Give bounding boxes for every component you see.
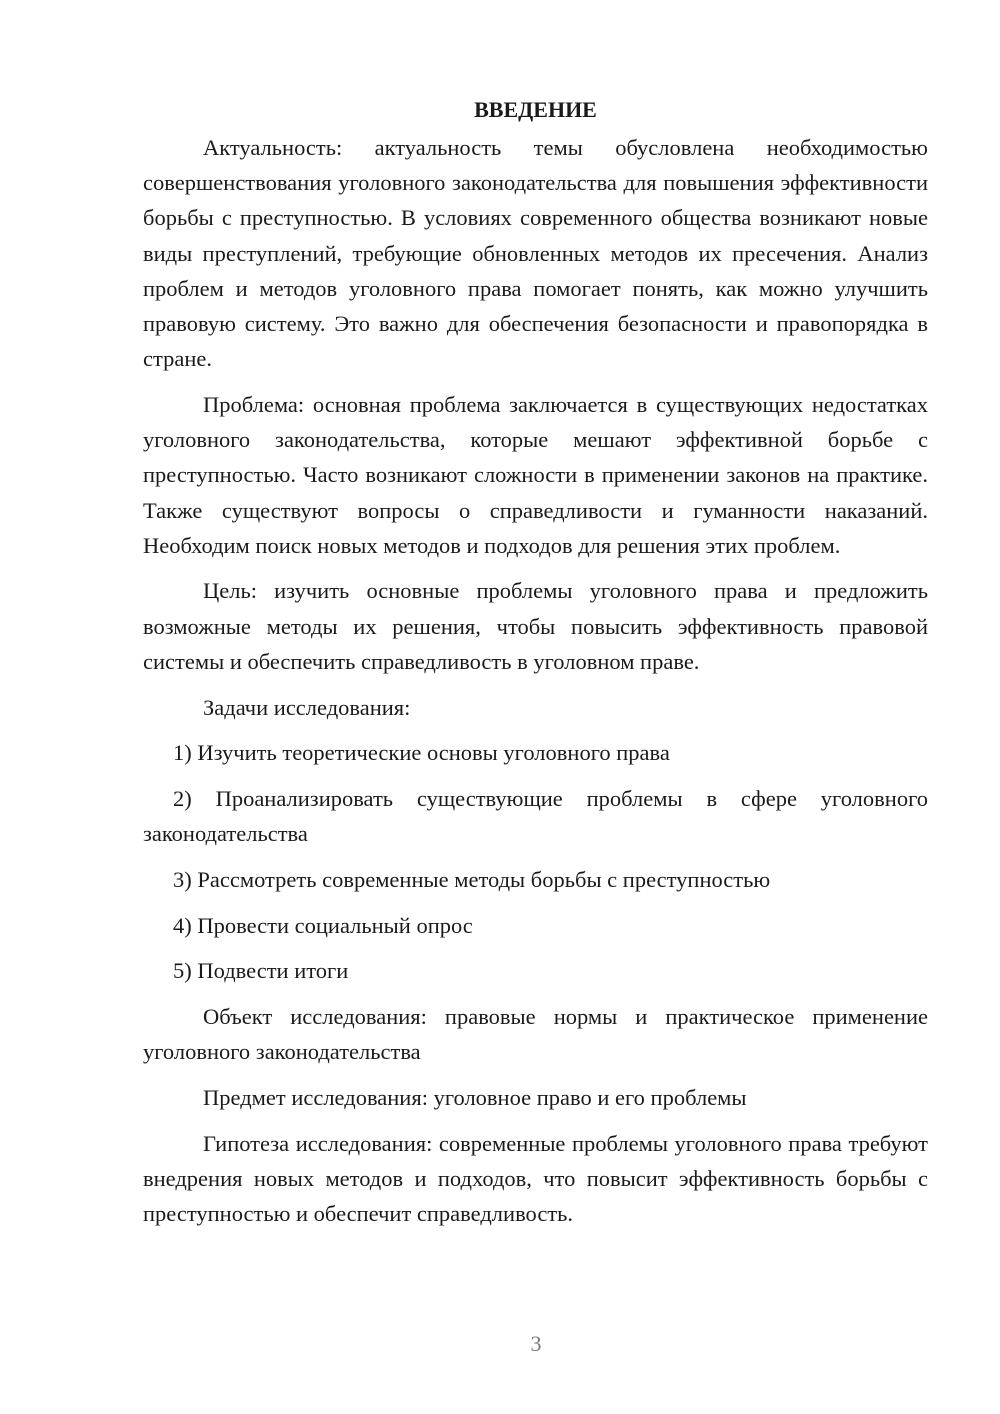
problem-paragraph: Проблема: основная проблема заключается в существующих недостатках уголовного законодательства, которые мешают эффективной борьбе с преступностью. Часто возникают сложности в применении законов на практике. Также существуют вопросы о справедливости и гуманности наказаний. Необходим поиск новых методов и подходов для решения этих проблем.	[143, 391, 928, 558]
page-number: 3	[530, 1331, 542, 1356]
task-item-4: 4) Провести социальный опрос	[173, 912, 473, 938]
task-item-1: 1) Изучить теоретические основы уголовного права	[173, 740, 670, 766]
document-page	[143, 92, 928, 1242]
tasks-heading: Задачи исследования:	[203, 694, 411, 720]
document-title: ВВЕДЕНИЕ	[474, 97, 597, 122]
goal-paragraph: Цель: изучить основные проблемы уголовного права и предложить возможные методы их решения, чтобы повысить эффективность правовой системы и обеспечить справедливость в уголовном праве.	[143, 578, 928, 674]
hypothesis-paragraph: Гипотеза исследования: современные проблемы уголовного права требуют внедрения новых методов и подходов, что повысит эффективность борьбы с преступностью и обеспечит справедливость.	[143, 1130, 928, 1226]
object-paragraph: Объект исследования: правовые нормы и практическое применение уголовного законодательства	[143, 1003, 928, 1065]
task-item-2: 2) Проанализировать существующие проблемы в сфере уголовного законодательства	[143, 785, 928, 847]
subject-paragraph: Предмет исследования: уголовное право и его проблемы	[203, 1084, 747, 1110]
task-item-5: 5) Подвести итоги	[173, 958, 349, 984]
relevance-paragraph: Актуальность: актуальность темы обусловлена необходимостью совершенствования уголовного законодательства для повышения эффективности борьбы с преступностью. В условиях современного общества возникают новые виды преступлений, требующие обновленных методов их пресечения. Анализ проблем и методов уголовного права помогает понять, как можно улучшить правовую систему. Это важно для обеспечения безопасности и правопорядка в стране.	[143, 135, 928, 372]
task-item-3: 3) Рассмотреть современные методы борьбы с преступностью	[173, 866, 771, 892]
